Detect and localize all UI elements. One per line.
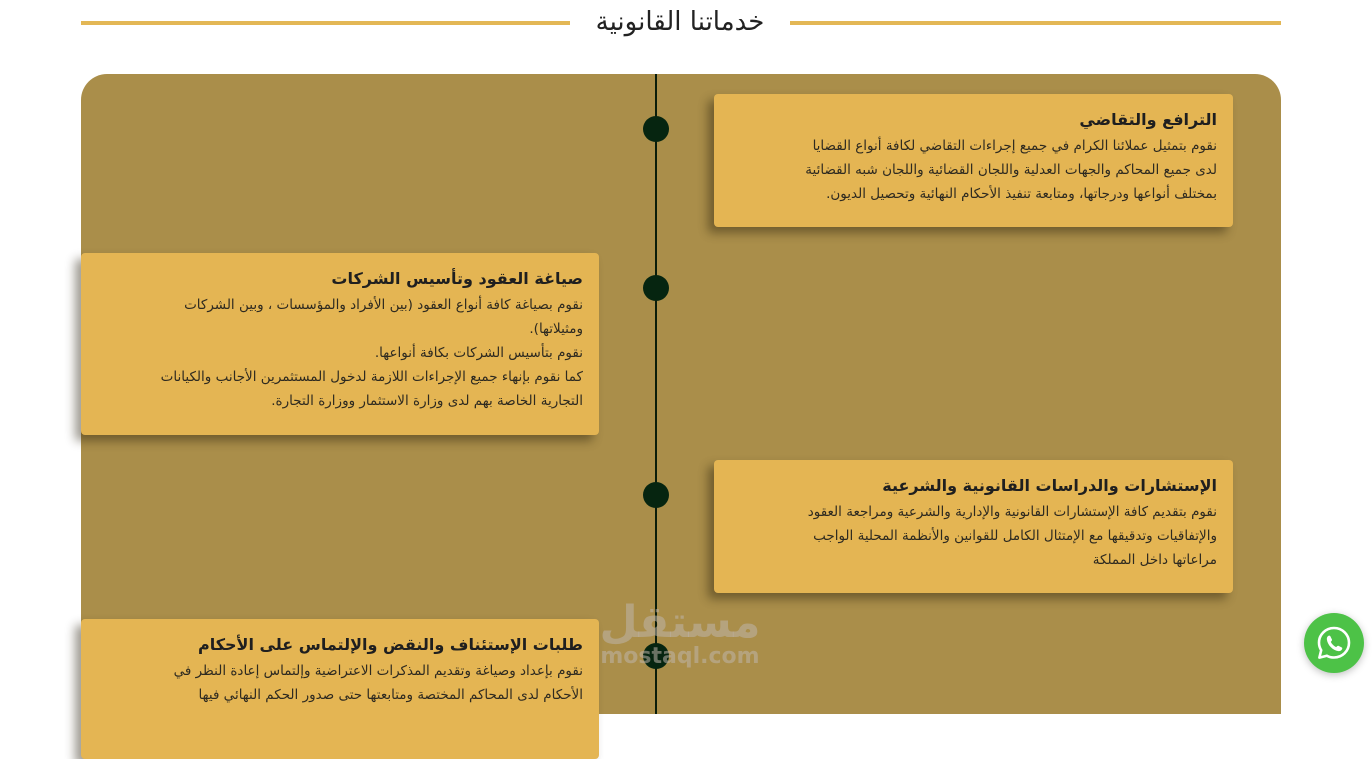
- service-card-title: صياغة العقود وتأسيس الشركات: [331, 269, 583, 288]
- service-card-text: مراعاتها داخل المملكة: [1092, 552, 1217, 568]
- watermark-arabic: مستقل: [599, 597, 761, 648]
- whatsapp-icon: [1316, 625, 1352, 661]
- service-card-text: لدى جميع المحاكم والجهات العدلية واللجان القضائية واللجان شبه القضائية: [805, 162, 1217, 178]
- timeline-dot: [643, 643, 669, 669]
- service-card-text: بمختلف أنواعها ودرجاتها، ومتابعة تنفيذ الأحكام النهائية وتحصيل الديون.: [826, 186, 1217, 202]
- service-card-text: الأحكام لدى المحاكم المختصة ومتابعتها حتى صدور الحكم النهائي فيها: [198, 687, 583, 703]
- service-card-title: الترافع والتقاضي: [1079, 110, 1217, 129]
- timeline-dot: [643, 116, 669, 142]
- service-card-text: نقوم بتمثيل عملائنا الكرام في جميع إجراءات التقاضي لكافة أنواع القضايا: [812, 138, 1217, 154]
- service-card-text: نقوم بإعداد وصياغة وتقديم المذكرات الاعتراضية وإلتماس إعادة النظر في: [173, 663, 583, 679]
- section-heading: [81, 0, 1281, 46]
- whatsapp-button[interactable]: [1304, 613, 1364, 673]
- service-card-title: طلبات الإستئناف والنقض والإلتماس على الأحكام: [197, 635, 583, 654]
- service-card-text: التجارية الخاصة بهم لدى وزارة الاستثمار ووزارة التجارة.: [271, 393, 583, 409]
- timeline-dot: [643, 275, 669, 301]
- service-card-text: نقوم بتقديم كافة الإستشارات القانونية والإدارية والشرعية ومراجعة العقود: [807, 504, 1217, 520]
- section-title: خدماتنا القانونية: [595, 7, 765, 37]
- timeline-dot: [643, 482, 669, 508]
- service-card-title: الإستشارات والدراسات القانونية والشرعية: [882, 476, 1217, 495]
- service-card-consultations: [714, 460, 1233, 593]
- service-card-appeals: [81, 619, 599, 759]
- service-card-text: نقوم بصياغة كافة أنواع العقود (بين الأفراد والمؤسسات ، وبين الشركات: [184, 297, 583, 313]
- service-card-contracts: [81, 253, 599, 435]
- watermark-latin: mostaql.com: [600, 644, 760, 669]
- service-card-text: ومثيلاتها).: [529, 321, 583, 337]
- timeline-axis: [655, 74, 657, 714]
- services-timeline: [81, 74, 1281, 714]
- service-card-text: والإتفاقيات وتدقيقها مع الإمتثال الكامل للقوانين والأنظمة المحلية الواجب: [813, 528, 1217, 544]
- heading-divider-left: [81, 21, 570, 25]
- heading-divider-right: [790, 21, 1281, 25]
- service-card-text: كما نقوم بإنهاء جميع الإجراءات اللازمة لدخول المستثمرين الأجانب والكيانات: [160, 369, 583, 385]
- service-card-text: نقوم بتأسيس الشركات بكافة أنواعها.: [374, 345, 583, 361]
- service-card-litigation: [714, 94, 1233, 227]
